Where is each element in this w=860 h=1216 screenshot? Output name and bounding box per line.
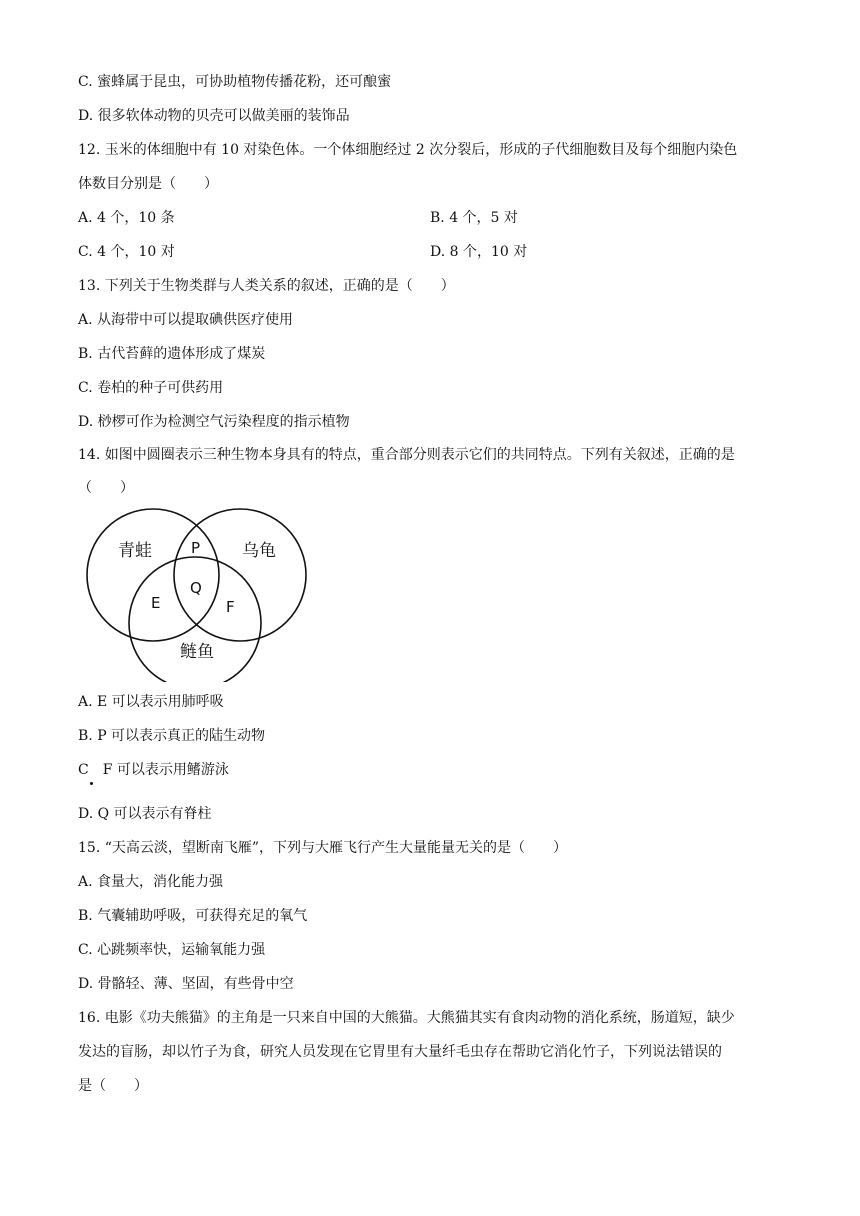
q14-option-b: B. P 可以表示真正的陆生动物 — [78, 728, 266, 744]
q13-option-d: D. 桫椤可作为检测空气污染程度的指示植物 — [78, 414, 350, 430]
q14-stem-line2: （ ） — [78, 480, 134, 496]
venn-label-fish: 鲢鱼 — [180, 642, 214, 662]
q12-option-b: B. 4 个，5 对 — [430, 210, 518, 226]
venn-label-turtle: 乌龟 — [242, 541, 276, 561]
q11-option-d: D. 很多软体动物的贝壳可以做美丽的装饰品 — [78, 108, 350, 124]
q12-stem-line2: 体数目分别是（ ） — [78, 176, 218, 192]
venn-region-p: P — [191, 539, 201, 557]
q13-option-b: B. 古代苔藓的遗体形成了煤炭 — [78, 346, 266, 362]
q16-stem-line2: 发达的盲肠，却以竹子为食，研究人员发现在它胃里有大量纤毛虫存在帮助它消化竹子，下列说法错误的 — [78, 1044, 722, 1060]
q14-option-c: C F 可以表示用鳍游泳 — [78, 762, 229, 778]
q12-option-a: A. 4 个，10 条 — [78, 210, 175, 226]
q13-option-a: A. 从海带中可以提取碘供医疗使用 — [78, 312, 294, 328]
q13-stem: 13. 下列关于生物类群与人类关系的叙述，正确的是（ ） — [78, 278, 455, 294]
venn-region-f: F — [226, 598, 235, 616]
q14-stem-line1: 14. 如图中圆圈表示三种生物本身具有的特点，重合部分则表示它们的共同特点。下列有关叙述，正确的是 — [78, 447, 735, 463]
emphasis-dot — [90, 782, 93, 785]
q12-option-c: C. 4 个，10 对 — [78, 244, 175, 260]
venn-region-e: E — [151, 594, 161, 612]
q16-stem-line3: 是（ ） — [78, 1078, 148, 1094]
venn-region-q: Q — [190, 579, 202, 597]
venn-label-frog: 青蛙 — [118, 541, 152, 561]
venn-circle-fish — [129, 557, 261, 682]
q15-option-c: C. 心跳频率快，运输氧能力强 — [78, 942, 266, 958]
q14-option-d: D. Q 可以表示有脊柱 — [78, 806, 212, 822]
q14-option-a: A. E 可以表示用肺呼吸 — [78, 694, 224, 710]
q15-option-a: A. 食量大，消化能力强 — [78, 874, 224, 890]
venn-circle-frog — [87, 509, 219, 641]
q13-option-c: C. 卷柏的种子可供药用 — [78, 380, 224, 396]
q12-stem-line1: 12. 玉米的体细胞中有 10 对染色体。一个体细胞经过 2 次分裂后，形成的子代细胞数目及每个细胞内染色 — [78, 142, 738, 158]
q15-option-b: B. 气囊辅助呼吸，可获得充足的氧气 — [78, 908, 308, 924]
q12-option-d: D. 8 个，10 对 — [430, 244, 528, 260]
venn-diagram — [80, 506, 310, 682]
q16-stem-line1: 16. 电影《功夫熊猫》的主角是一只来自中国的大熊猫。大熊猫其实有食肉动物的消化系统，肠道短，缺少 — [78, 1010, 735, 1026]
q11-option-c: C. 蜜蜂属于昆虫，可协助植物传播花粉，还可酿蜜 — [78, 74, 392, 90]
q15-stem: 15. “天高云淡，望断南飞雁”，下列与大雁飞行产生大量能量无关的是（ ） — [78, 840, 568, 856]
q15-option-d: D. 骨骼轻、薄、坚固，有些骨中空 — [78, 976, 294, 992]
